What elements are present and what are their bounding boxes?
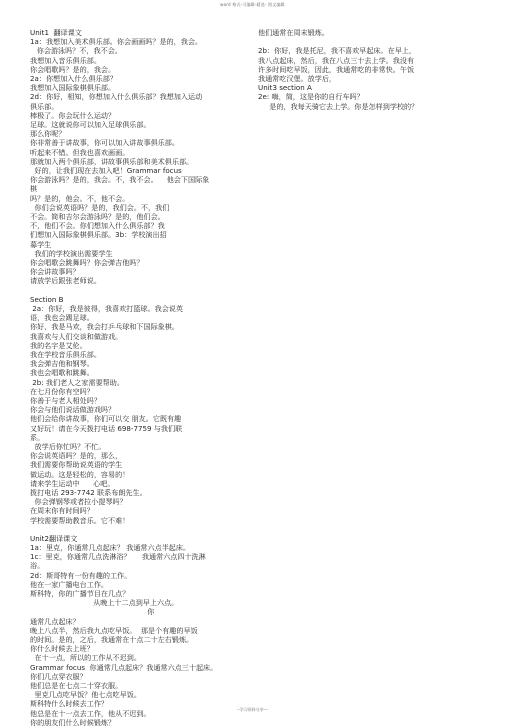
- text-line: 斯科特什么时候去工作？: [30, 699, 109, 709]
- text-line: 你们几点穿衣服？: [30, 671, 87, 681]
- text-line: 放学后你忙吗？不忙。: [30, 441, 106, 451]
- text-line: 是的，我每天骑它去上学。你是怎样到学校的？: [258, 101, 419, 111]
- text-line: 们想加入国际象棋俱乐部。3b：学校演出招: [30, 230, 167, 240]
- text-line: 不，他们不会。你们想加入什么俱乐部？我: [30, 221, 165, 231]
- right-top-body: [258, 28, 478, 83]
- text-line: 在七月份你有空吗？: [30, 386, 94, 396]
- left-column: [30, 28, 248, 727]
- text-line: 你会唱歌吗？是的，我会。: [30, 64, 116, 74]
- text-line: 我喜欢与人们交谈和做游戏。: [30, 331, 123, 341]
- text-line: 我的名字是艾伦。: [30, 340, 87, 350]
- text-line: 你非常善于讲故事，你可以加入讲故事俱乐部。: [30, 138, 179, 148]
- text-line: 请来学生运动中 心吧。: [30, 478, 115, 488]
- unit1-title: Unit1 翻译课文: [30, 28, 82, 37]
- text-line: 你会游泳吗？不，我不会。: [30, 46, 122, 56]
- text-line: 2d：斯哥特有一份有趣的工作。: [30, 570, 132, 580]
- spacer: [30, 286, 248, 295]
- text-line: 做运动。这是轻松的，容易的！: [30, 469, 130, 479]
- text-line: 你会唱歌会跳舞吗？你会弹吉他吗？: [30, 258, 144, 268]
- text-line: 你们会说英语吗？是的，我们会。不，我们: [30, 202, 170, 212]
- unit2-body: [30, 543, 248, 727]
- text-line: 你好，我是马欢，我会打乒乓球和下国际象棋。: [30, 322, 179, 332]
- text-line: 系。: [30, 432, 45, 442]
- spacer: [30, 525, 248, 534]
- text-line: 募学生: [30, 239, 52, 249]
- text-line: 2a：你想加入什么俱乐部？: [30, 74, 117, 84]
- text-line: 1a：我想加入美术俱乐部。你会画画吗？是的，我会。: [30, 37, 203, 47]
- text-line: 又好玩！请在今天拨打电话 698-7759 与我们联: [30, 423, 183, 433]
- text-line: 许多时间吃早饭，因此，我通常吃的非常快。午饭: [258, 64, 415, 74]
- text-line: 吗？是的，他会。不，他不会。: [30, 193, 130, 203]
- text-line: 我们需要你帮助说英语的学生: [30, 460, 123, 470]
- page-header: word 格式-可编辑-精选- 图文编辑: [220, 2, 285, 7]
- text-line: 你会与他们说话做游戏吗？: [30, 405, 116, 415]
- text-line: 你会讲故事吗？: [30, 267, 80, 277]
- text-line: 他们通常在周末锻炼。: [258, 28, 329, 37]
- text-line: 在周末你有时间吗？: [30, 506, 94, 516]
- text-line: 你会弹钢琴或者拉小提琴吗？: [30, 497, 127, 507]
- text-line: 你的朋友们什么时候锻炼？: [30, 717, 116, 727]
- text-line: 那么你呢？: [30, 129, 66, 139]
- text-line: 请放学后跟张老师说。: [30, 276, 101, 286]
- text-line: [258, 37, 478, 46]
- text-line: 斯科特，你的广播节目在几点？: [30, 588, 130, 598]
- right-column: [258, 28, 478, 111]
- text-line: 棒极了。你会玩什么运动？: [30, 110, 116, 120]
- page-footer: --学习资料分享---: [236, 707, 269, 712]
- text-line: 2e: 嗨，简，这是你的自行车吗？: [258, 92, 364, 102]
- text-line: Grammar focus 你通常几点起床？我通常六点三十起床。: [30, 662, 218, 672]
- text-line: 我也会唱歌和跳舞。: [30, 368, 94, 378]
- text-line: 语，我也会踢足球。: [30, 313, 94, 323]
- text-line: 2b: 我们老人之家需要帮助。: [30, 377, 124, 387]
- text-line: 在十一点，所以的工作从不迟到。: [30, 653, 141, 663]
- section-b-body: [30, 304, 248, 525]
- text-line: 里克几点吃早饭？他七点吃早饭。: [30, 690, 141, 700]
- unit1-body: [30, 37, 248, 285]
- text-line: 我想加入国际象棋俱乐部。: [30, 83, 116, 93]
- text-line: 学校需要帮助教音乐。它不难！: [30, 515, 130, 525]
- text-line: 从晚上十二点到早上六点。: [30, 598, 179, 608]
- text-line: 晚上八点半，然后我九点吃早饭。 那是个有趣的早饭: [30, 625, 198, 635]
- text-line: 我想加入音乐俱乐部。: [30, 55, 101, 65]
- text-line: 2d：你好，相知，你想加入什么俱乐部？我想加入运动: [30, 92, 203, 102]
- text-line: 你会游泳吗？是的，我会。不，我不会。 他会下国际象: [30, 175, 210, 185]
- section-b-title: Section B: [30, 294, 64, 304]
- text-line: 你: [30, 607, 155, 617]
- text-line: 那就加入两个俱乐部，讲故事俱乐部和美术俱乐部。: [30, 156, 194, 166]
- text-line: 足球。这就说你可以加入足球俱乐部。: [30, 120, 151, 130]
- text-line: 2a：你好，我是彼得，我喜欢打篮球。我会说英: [30, 303, 183, 313]
- unit2-title: Unit2翻译课文: [30, 533, 78, 543]
- text-line: 不会。简和吉尔会游泳吗？是的，他们会。: [30, 212, 165, 222]
- text-line: 通常几点起床？: [30, 616, 80, 626]
- text-line: 我八点起床，然后，我在八点三十去上学。我没有: [258, 55, 415, 65]
- text-line: 他们会给你讲故事，你们可以交 朋友。它既有趣: [30, 414, 182, 424]
- text-line: 我们的学校演出需要学生: [30, 248, 113, 258]
- text-line: 好的，让我们现在去加入吧！Grammar focus: [30, 166, 182, 176]
- text-line: 他总是在十一点去工作，他从不迟到。: [30, 708, 151, 718]
- text-line: 你会说英语吗？是的，那么，: [30, 451, 123, 461]
- text-line: 我在学校音乐俱乐部。: [30, 349, 101, 359]
- text-line: 拨打电话 293-7742 联系布朗先生。: [30, 487, 147, 497]
- text-line: 他在一家广播电台工作。: [30, 579, 109, 589]
- text-line: 他们总是在七点二十穿衣服。: [30, 681, 123, 691]
- text-line: 2b：你好，我是托尼，我不喜欢早起床。在早上，: [258, 46, 416, 56]
- text-line: 我通常吃汉堡。放学后，: [258, 74, 337, 84]
- text-line: 你什么时候去上班？: [30, 644, 94, 654]
- unit3-body: [258, 92, 478, 110]
- text-line: 棋: [30, 184, 38, 194]
- unit3-title: Unit3 section A: [258, 83, 312, 93]
- text-line: 我会弹吉他和钢琴。: [30, 359, 94, 369]
- text-line: 听起来不错。但我也喜欢画画。: [30, 147, 130, 157]
- text-line: 浴。: [30, 561, 45, 571]
- text-line: 你善于与老人相处吗？: [30, 395, 101, 405]
- text-line: 的时间。是的，之后，我通常在十点二十左右锻炼。: [30, 635, 194, 644]
- text-line: 1a：里克，你通常几点起床？ 我通常六点半起床。: [30, 542, 191, 552]
- text-line: 1c：里克，你通常几点洗淋浴？ 我通常六点四十洗淋: [30, 552, 206, 562]
- text-line: 俱乐部。: [30, 101, 59, 111]
